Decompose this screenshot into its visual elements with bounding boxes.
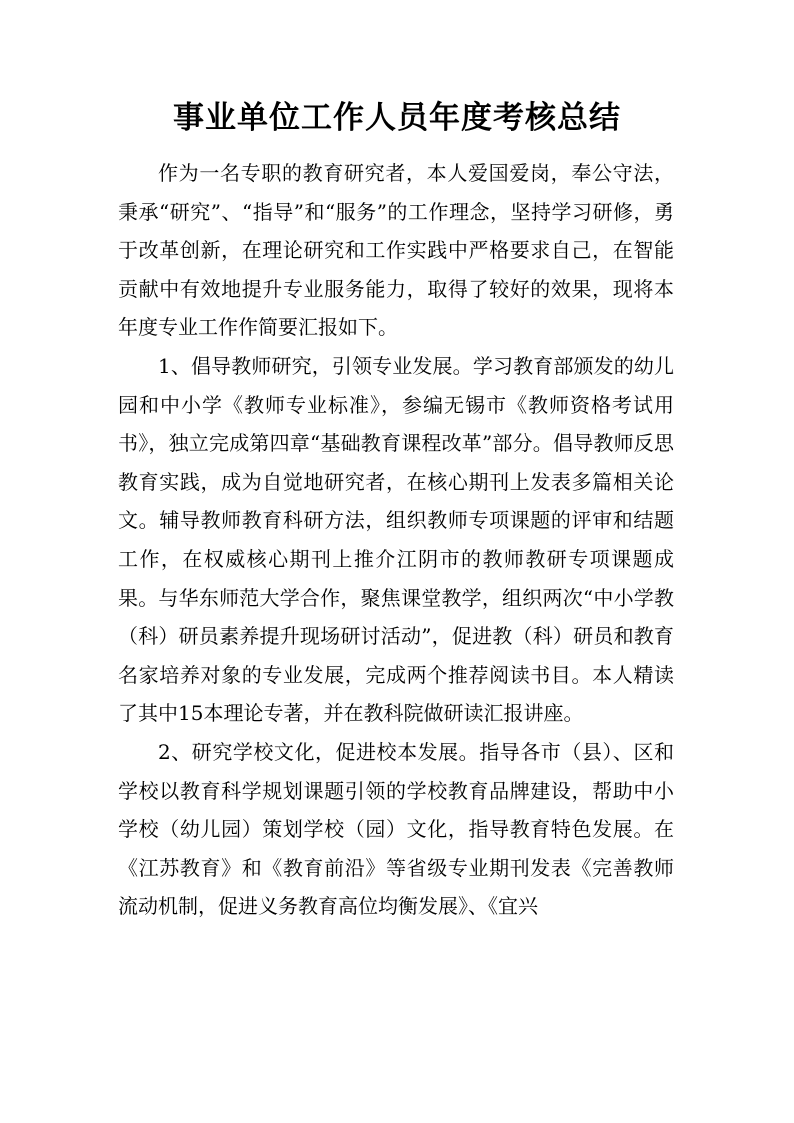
paragraph-intro: 作为一名专职的教育研究者，本人爱国爱岗，奉公守法，秉承“研究”、“指导”和“服务”的工作理念，坚持学习研修，勇于改革创新，在理论研究和工作实践中严格要求自己，在智能贡献中有效地提升专业服务能力，取得了较好的效果，现将本年度专业工作作简要汇报如下。 [118,161,674,340]
paragraph-school-culture: 2、研究学校文化，促进校本发展。指导各市（县）、区和学校以教育科学规划课题引领的学校教育品牌建设，帮助中小学校（幼儿园）策划学校（园）文化，指导教育特色发展。在《江苏教育》和《教育前沿》等省级专业期刊发表《完善教师流动机制，促进义务教育高位均衡发展》、《宜兴 [118,739,674,919]
document-body [118,154,674,926]
paragraph-teacher-research: 1、倡导教师研究，引领专业发展。学习教育部颁发的幼儿园和中小学《教师专业标准》，参编无锡市《教师资格考试用书》，独立完成第四章“基础教育课程改革”部分。倡导教师反思教育实践，成为自觉地研究者，在核心期刊上发表多篇相关论文。辅导教师教育科研方法，组织教师专项课题的评审和结题工作，在权威核心期刊上推介江阴市的教师教研专项课题成果。与华东师范大学合作，聚焦课堂教学，组织两次“中小学教（科）研员素养提升现场研讨活动”，促进教（科）研员和教育名家培养对象的专业发展，完成两个推荐阅读书目。本人精读了其中15本理论专著，并在教科院做研读汇报讲座。 [118,353,674,726]
document-title: 事业单位工作人员年度考核总结 [173,100,621,136]
